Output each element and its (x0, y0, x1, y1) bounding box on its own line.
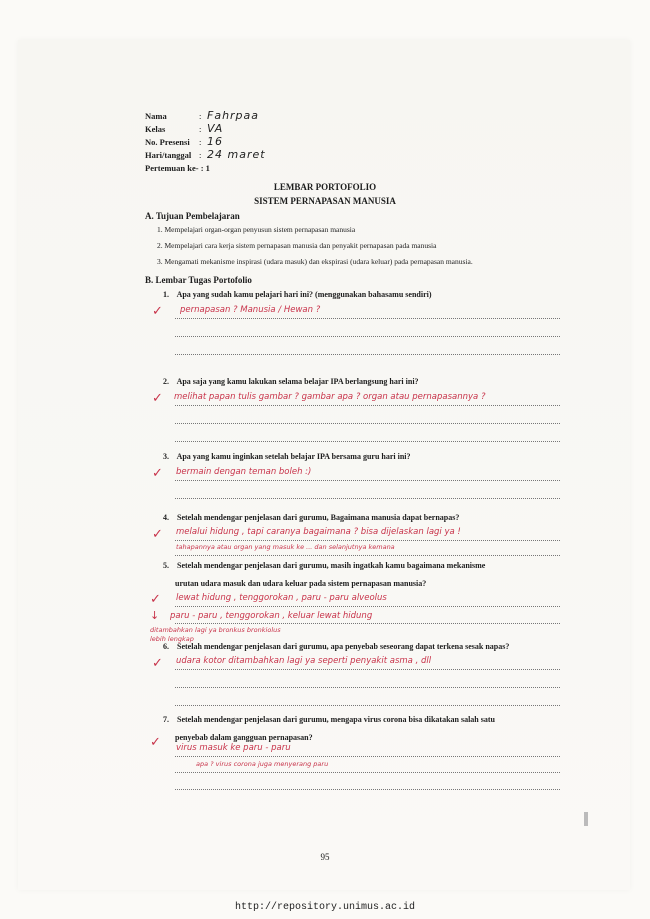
question-5 (163, 561, 583, 588)
teacher-check-mark: ✓ (150, 592, 161, 607)
identity-value-kelas: VA (207, 122, 224, 135)
identity-label: No. Presensi (145, 137, 190, 147)
teacher-note-5a: ditambahkan lagi ya bronkus bronkiolus (150, 626, 281, 634)
answer-line (175, 669, 560, 670)
question-6 (163, 642, 583, 651)
question-text: Setelah mendengar penjelasan dari gurumu, apa penyebab seseorang dapat terkena sesak napas? (177, 642, 510, 651)
teacher-check-mark: ✓ (150, 735, 161, 750)
teacher-check-mark: ✓ (152, 466, 163, 481)
answer-1-line-1: pernapasan ? Manusia / Hewan ? (180, 305, 321, 315)
answer-line (175, 318, 560, 319)
question-number: 4. (163, 513, 169, 522)
section-a-heading: A. Tujuan Pembelajaran (145, 211, 240, 221)
answer-line (175, 441, 560, 442)
teacher-note-5b: lebih lengkap (150, 635, 194, 643)
answer-6-line-1: udara kotor ditambahkan lagi ya seperti penyakit asma , dll (176, 656, 432, 666)
question-text-continued: urutan udara masuk dan udara keluar pada sistem pernapasan manusia? (175, 579, 427, 588)
objective-item: 2. Mempelajari cara kerja sistem pernapasan manusia dan penyakit pernapasan pada manusia (157, 241, 437, 250)
question-2 (163, 377, 583, 386)
question-text: Apa yang sudah kamu pelajari hari ini? (menggunakan bahasamu sendiri) (176, 290, 432, 299)
question-3 (163, 452, 583, 461)
answer-5-line-1: lewat hidung , tenggorokan , paru - paru alveolus (176, 593, 387, 603)
answer-3-line-1: bermain dengan teman boleh :) (176, 467, 312, 477)
answer-line (175, 336, 560, 337)
answer-line (175, 405, 560, 406)
teacher-arrow-mark: ↓ (150, 609, 160, 622)
identity-label: Hari/tanggal (145, 150, 192, 160)
identity-row-pertemuan (145, 162, 266, 175)
question-number: 3. (163, 452, 169, 461)
identity-row-kelas (145, 123, 266, 136)
footer-url: http://repository.unimus.ac.id (234, 902, 416, 913)
objective-item: 1. Mempelajari organ-organ penyusun sistem pernapasan manusia (157, 225, 356, 234)
question-number: 2. (163, 377, 169, 386)
question-4 (163, 513, 583, 522)
answer-line (175, 423, 560, 424)
question-number: 7. (163, 715, 169, 724)
identity-separator: : (199, 150, 202, 160)
answer-line (175, 555, 560, 556)
answer-7-line-2: apa ? virus corona juga menyerang paru (196, 760, 329, 768)
identity-value-presensi: 16 (207, 135, 223, 148)
answer-line (175, 772, 560, 773)
identity-label: Kelas (145, 124, 166, 134)
teacher-check-mark: ✓ (152, 391, 163, 406)
objective-item: 3. Mengamati mekanisme inspirasi (udara masuk) dan ekspirasi (udara keluar) pada pernapasan manusia. (157, 257, 473, 266)
question-text-continued: penyebab dalam gangguan pernapasan? (175, 733, 313, 742)
answer-line (175, 498, 560, 499)
question-text: Apa yang kamu inginkan setelah belajar IPA bersama guru hari ini? (176, 452, 411, 461)
identity-block (145, 110, 266, 175)
question-7 (163, 715, 583, 742)
identity-separator: : (199, 137, 202, 147)
answer-line (175, 354, 560, 355)
answer-2-line-1: melihat papan tulis gambar ? gambar apa ? organ atau pernapasannya ? (174, 392, 486, 402)
question-text: Setelah mendengar penjelasan dari gurumu, mengapa virus corona bisa dikatakan salah satu (177, 715, 495, 724)
answer-line (175, 480, 560, 481)
answer-line (175, 623, 560, 624)
answer-4-line-1: melalui hidung , tapi caranya bagaimana ? bisa dijelaskan lagi ya ! (176, 527, 461, 537)
answer-line (175, 540, 560, 541)
answer-5-line-2: paru - paru , tenggorokan , keluar lewat hidung (170, 611, 373, 621)
identity-row-tanggal (145, 149, 266, 162)
answer-7-line-1: virus masuk ke paru - paru (176, 743, 291, 753)
scan-artifact (584, 812, 588, 826)
question-number: 6. (163, 642, 169, 651)
answer-4-line-2: tahapannya atau organ yang masuk ke ... dan selanjutnya kemana (176, 543, 395, 551)
question-number: 1. (163, 290, 169, 299)
identity-label: Nama (145, 111, 167, 121)
identity-separator: : (199, 124, 202, 134)
question-text: Setelah mendengar penjelasan dari gurumu, Bagaimana manusia dapat bernapas? (177, 513, 460, 522)
question-text: Apa saja yang kamu lakukan selama belajar IPA berlangsung hari ini? (176, 377, 419, 386)
question-1 (163, 290, 583, 299)
identity-row-nama (145, 110, 266, 123)
answer-line (175, 789, 560, 790)
identity-value-tanggal: 24 maret (207, 148, 266, 161)
identity-label-pertemuan: Pertemuan ke- : 1 (145, 163, 210, 173)
teacher-check-mark: ✓ (152, 656, 163, 671)
answer-line (175, 705, 560, 706)
document-title: LEMBAR PORTOFOLIO (273, 182, 377, 192)
teacher-check-mark: ✓ (152, 304, 163, 319)
answer-line (175, 687, 560, 688)
question-number: 5. (163, 561, 169, 570)
identity-separator: : (199, 111, 202, 121)
question-text: Setelah mendengar penjelasan dari gurumu, masih ingatkah kamu bagaimana mekanisme (177, 561, 486, 570)
answer-line (175, 606, 560, 607)
teacher-check-mark: ✓ (152, 527, 163, 542)
document-subtitle: SISTEM PERNAPASAN MANUSIA (254, 196, 396, 206)
section-b-heading: B. Lembar Tugas Portofolio (145, 275, 252, 285)
identity-value-nama: Fahrpaa (207, 109, 260, 122)
page-number: 95 (320, 852, 330, 862)
answer-line (175, 756, 560, 757)
